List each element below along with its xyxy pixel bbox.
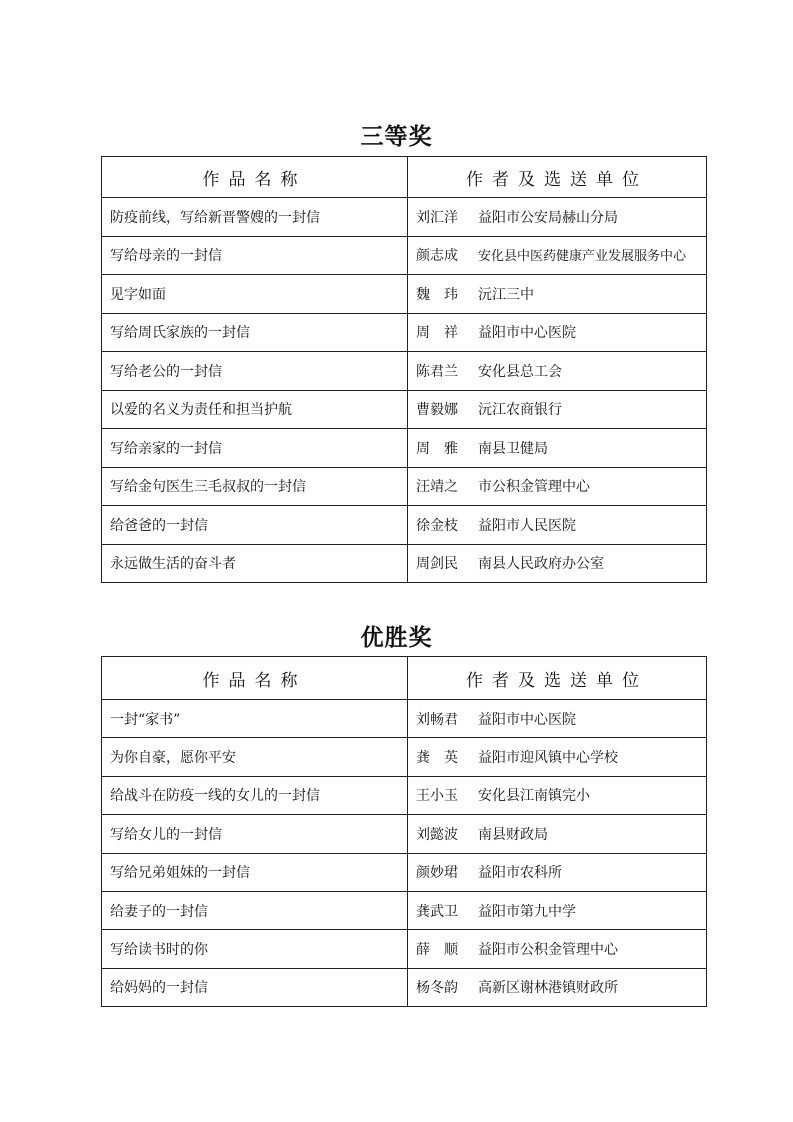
header-work-name: 作品名称 [102, 157, 408, 198]
author-unit-cell [408, 853, 707, 891]
author-unit-cell [408, 275, 707, 314]
author-unit-cell [408, 352, 707, 391]
unit-name: 益阳市农科所 [478, 865, 562, 882]
author-unit-cell [408, 429, 707, 468]
author-unit-cell [408, 968, 707, 1006]
unit-name: 市公积金管理中心 [478, 479, 590, 496]
unit-name: 南县财政局 [478, 826, 548, 843]
author-name: 杨冬韵 [416, 980, 458, 997]
section-title-merit-prize: 优胜奖 [360, 625, 433, 651]
table-row [102, 544, 707, 583]
table-row [102, 968, 707, 1006]
section-title-third-prize: 三等奖 [360, 124, 433, 150]
table-row [102, 275, 707, 314]
work-title: 以爱的名义为责任和担当护航 [102, 390, 408, 429]
author-unit-cell [408, 700, 707, 738]
author-unit-cell [408, 930, 707, 968]
author-name: 刘懿波 [416, 826, 458, 843]
author-unit-cell [408, 467, 707, 506]
author-name: 周 雅 [416, 440, 458, 457]
header-author-unit: 作者及选送单位 [408, 157, 707, 198]
author-unit-cell [408, 891, 707, 929]
unit-name: 沅江三中 [478, 286, 534, 303]
unit-name: 南县卫健局 [478, 440, 548, 457]
table-header-row [102, 157, 707, 198]
work-title: 防疫前线，写给新晋警嫂的一封信 [102, 198, 408, 237]
author-name: 颜妙珺 [416, 865, 458, 882]
work-title: 永远做生活的奋斗者 [102, 544, 408, 583]
merit-prize-table [101, 656, 707, 1007]
work-title: 写给女儿的一封信 [102, 815, 408, 853]
table-header-row [102, 657, 707, 700]
table-row [102, 467, 707, 506]
unit-name: 安化县中医药健康产业发展服务中心 [478, 249, 687, 265]
author-unit-cell [408, 236, 707, 275]
table-row [102, 700, 707, 738]
table-row [102, 853, 707, 891]
work-title: 一封“家书” [102, 700, 408, 738]
author-name: 刘畅君 [416, 711, 458, 728]
work-title: 写给亲家的一封信 [102, 429, 408, 468]
table-row [102, 776, 707, 814]
unit-name: 益阳市公安局赫山分局 [478, 209, 618, 226]
author-unit-cell [408, 313, 707, 352]
author-name: 徐金枝 [416, 517, 458, 534]
table-row [102, 506, 707, 545]
table-row [102, 236, 707, 275]
work-title: 写给母亲的一封信 [102, 236, 408, 275]
unit-name: 高新区谢林港镇财政所 [478, 980, 618, 997]
work-title: 写给兄弟姐妹的一封信 [102, 853, 408, 891]
table-row [102, 930, 707, 968]
unit-name: 益阳市中心医院 [478, 325, 576, 342]
table-row [102, 313, 707, 352]
author-unit-cell [408, 506, 707, 545]
unit-name: 沅江农商银行 [478, 402, 562, 419]
unit-name: 益阳市人民医院 [478, 517, 576, 534]
author-name: 龚 英 [416, 750, 458, 767]
author-name: 王小玉 [416, 788, 458, 805]
work-title: 见字如面 [102, 275, 408, 314]
author-unit-cell [408, 776, 707, 814]
work-title: 给妈妈的一封信 [102, 968, 408, 1006]
work-title: 给妻子的一封信 [102, 891, 408, 929]
author-name: 颜志成 [416, 248, 458, 265]
author-name: 龚武卫 [416, 903, 458, 920]
work-title: 写给周氏家族的一封信 [102, 313, 408, 352]
work-title: 给爸爸的一封信 [102, 506, 408, 545]
header-work-name: 作品名称 [102, 657, 408, 700]
header-author-unit: 作者及选送单位 [408, 657, 707, 700]
table-row [102, 390, 707, 429]
work-title: 写给金句医生三毛叔叔的一封信 [102, 467, 408, 506]
author-name: 魏 玮 [416, 286, 458, 303]
third-prize-table [101, 156, 707, 583]
table-row [102, 429, 707, 468]
table-row [102, 891, 707, 929]
work-title: 给战斗在防疫一线的女儿的一封信 [102, 776, 408, 814]
table-row [102, 198, 707, 237]
unit-name: 安化县总工会 [478, 363, 562, 380]
unit-name: 益阳市第九中学 [478, 903, 576, 920]
author-name: 曹毅娜 [416, 402, 458, 419]
table-row [102, 738, 707, 776]
work-title: 写给老公的一封信 [102, 352, 408, 391]
work-title: 为你自豪，愿你平安 [102, 738, 408, 776]
author-unit-cell [408, 198, 707, 237]
author-name: 陈君兰 [416, 363, 458, 380]
work-title: 写给读书时的你 [102, 930, 408, 968]
unit-name: 益阳市迎风镇中心学校 [478, 750, 618, 767]
author-unit-cell [408, 390, 707, 429]
unit-name: 南县人民政府办公室 [478, 556, 604, 573]
author-name: 刘汇洋 [416, 209, 458, 226]
unit-name: 益阳市公积金管理中心 [478, 942, 618, 959]
author-name: 汪靖之 [416, 479, 458, 496]
author-unit-cell [408, 738, 707, 776]
author-unit-cell [408, 544, 707, 583]
table-row [102, 815, 707, 853]
author-name: 薛 顺 [416, 942, 458, 959]
unit-name: 益阳市中心医院 [478, 711, 576, 728]
author-unit-cell [408, 815, 707, 853]
author-name: 周 祥 [416, 325, 458, 342]
unit-name: 安化县江南镇完小 [478, 788, 590, 805]
table-row [102, 352, 707, 391]
author-name: 周剑民 [416, 556, 458, 573]
